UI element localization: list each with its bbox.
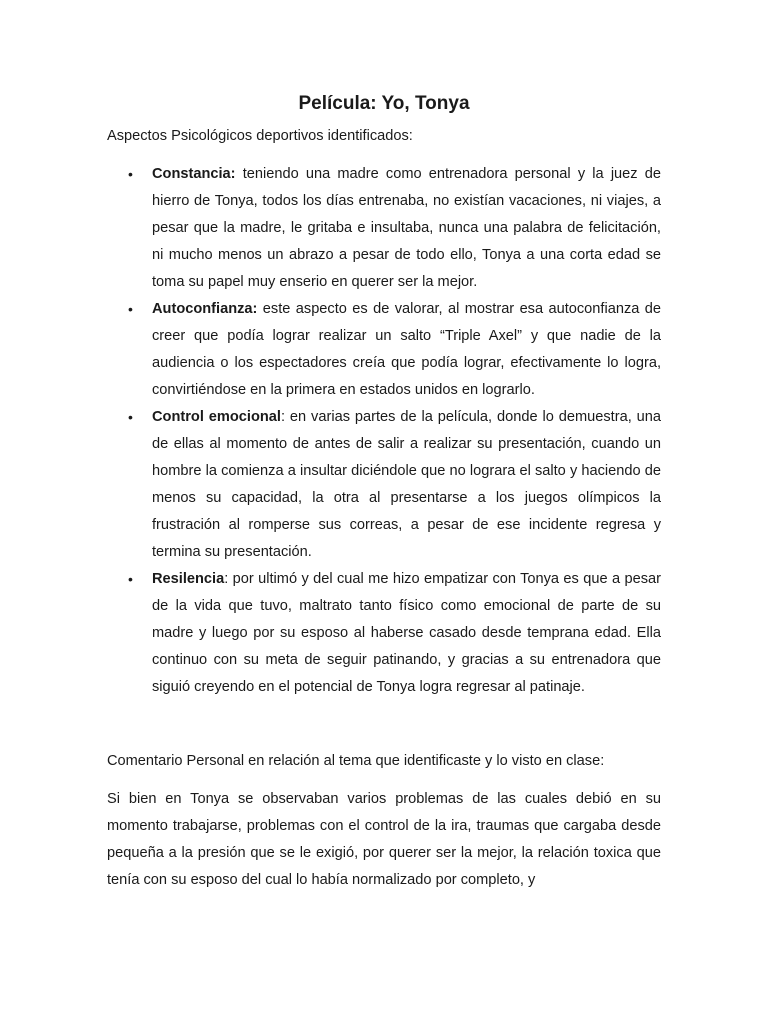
list-item xyxy=(107,161,661,296)
list-item xyxy=(107,566,661,701)
bullet-term: Resilencia xyxy=(152,571,225,587)
page-title: Película: Yo, Tonya xyxy=(298,93,470,114)
intro-text: Aspectos Psicológicos deportivos identificados: xyxy=(107,128,413,144)
bullet-icon: • xyxy=(128,166,133,182)
aspects-list xyxy=(107,161,661,701)
list-item xyxy=(107,296,661,404)
bullet-icon: • xyxy=(128,301,133,317)
comment-heading: Comentario Personal en relación al tema que identificaste y lo visto en clase: xyxy=(107,753,605,769)
bullet-text: este aspecto es de valorar, al mostrar esa autoconfianza de creer que podía lograr realizar un salto “Triple Axel” y que nadie de la audiencia o los espectadores creía que podía lograr, efectivamente lo logra, convirtiéndose en la primera en estados unidos en lograrlo. xyxy=(152,301,661,398)
bullet-icon: • xyxy=(128,409,133,425)
comment-paragraph: Si bien en Tonya se observaban varios problemas de las cuales debió en su momento trabajarse, problemas con el control de la ira, traumas que cargaba desde pequeña a la presión que se le exigió, por querer ser la mejor, la relación toxica que tenía con su esposo del cual lo había normalizado por completo, y xyxy=(107,791,661,888)
bullet-term: Constancia: xyxy=(152,166,236,182)
bullet-text: : en varias partes de la película, donde lo demuestra, una de ellas al momento de antes de salir a realizar su presentación, cuando un hombre la comienza a insultar diciéndole que no lograra el salto y haciendo de menos su capacidad, la otra al presentarse a los juegos olímpicos la frustración al romperse sus correas, a pesar de ese incidente regresa y termina su presentación. xyxy=(152,409,661,560)
bullet-text: : por ultimó y del cual me hizo empatizar con Tonya es que a pesar de la vida que tuvo, maltrato tanto físico como emocional de parte de su madre y luego por su esposo al haberse casado desde temprana edad. Ella continuo con su meta de seguir patinando, y gracias a su entrenadora que siguió creyendo en el potencial de Tonya logra regresar al patinaje. xyxy=(152,571,661,695)
bullet-icon: • xyxy=(128,571,133,587)
bullet-term: Control emocional xyxy=(152,409,281,425)
list-item xyxy=(107,404,661,566)
bullet-text: teniendo una madre como entrenadora personal y la juez de hierro de Tonya, todos los días entrenaba, no existían vacaciones, ni viajes, a pesar que la madre, le gritaba e insultaba, nunca una palabra de felicitación, ni mucho menos un abrazo a pesar de todo ello, Tonya a una corta edad se toma su papel muy enserio en querer ser la mejor. xyxy=(152,166,661,290)
bullet-term: Autoconfianza: xyxy=(152,301,258,317)
